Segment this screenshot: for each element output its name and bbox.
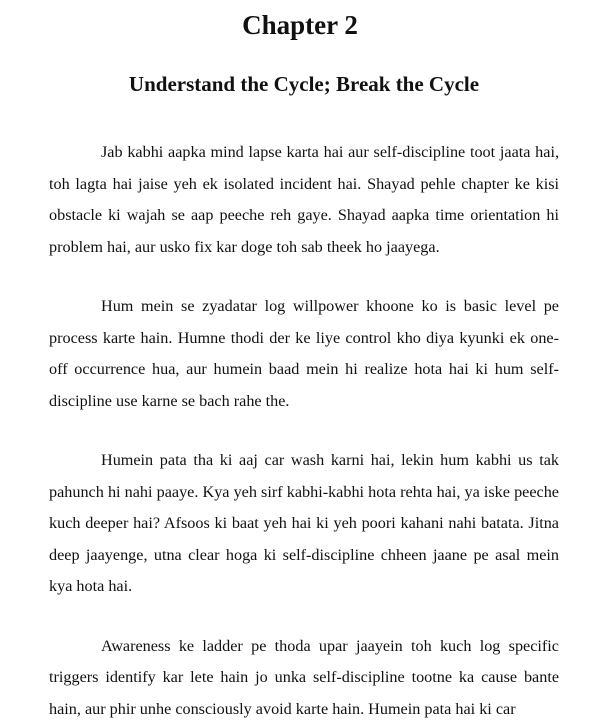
body-paragraph-1: Jab kabhi aapka mind lapse karta hai aur self-discipline toot jaata hai, toh lagta hai jaise yeh ek isolated incident hai. Shayad pehle chapter ke kisi obstacle ki wajah se aap peeche reh gaye. Shayad aapka time orientation hi problem hai, aur usko fix kar doge toh sab theek ho jaayega. — [49, 143, 559, 256]
chapter-title-heading: Understand the Cycle; Break the Cycle — [128, 72, 480, 96]
chapter-body — [49, 137, 559, 721]
body-paragraph-3: Humein pata tha ki aaj car wash karni hai, lekin hum kabhi us tak pahunch hi nahi paaye. Kya yeh sirf kabhi-kabhi hota rehta hai, ya iske peeche kuch deeper hai? Afsoos ki baat yeh hai ki yeh poori kahani nahi batata. Jitna deep jaayenge, utna clear hoga ki self-discipline chheen jaane pe asal mein kya hota hai. — [49, 451, 559, 595]
body-paragraph-2: Hum mein se zyadatar log willpower khoone ko is basic level pe process karte hain. Humne thodi der ke liye control kho diya kyunki ek one-off occurrence hua, aur humein baad mein hi realize hota hai ki hum self-discipline use karne se bach rahe the. — [49, 297, 559, 410]
body-paragraph-4: Awareness ke ladder pe thoda upar jaayein toh kuch log specific triggers identify kar lete hain jo unka self-discipline tootne ka cause bante hain, aur phir unhe consciously avoid karte hain. Humein pata hai ki car — [49, 636, 559, 718]
chapter-number-heading: Chapter 2 — [242, 10, 358, 40]
